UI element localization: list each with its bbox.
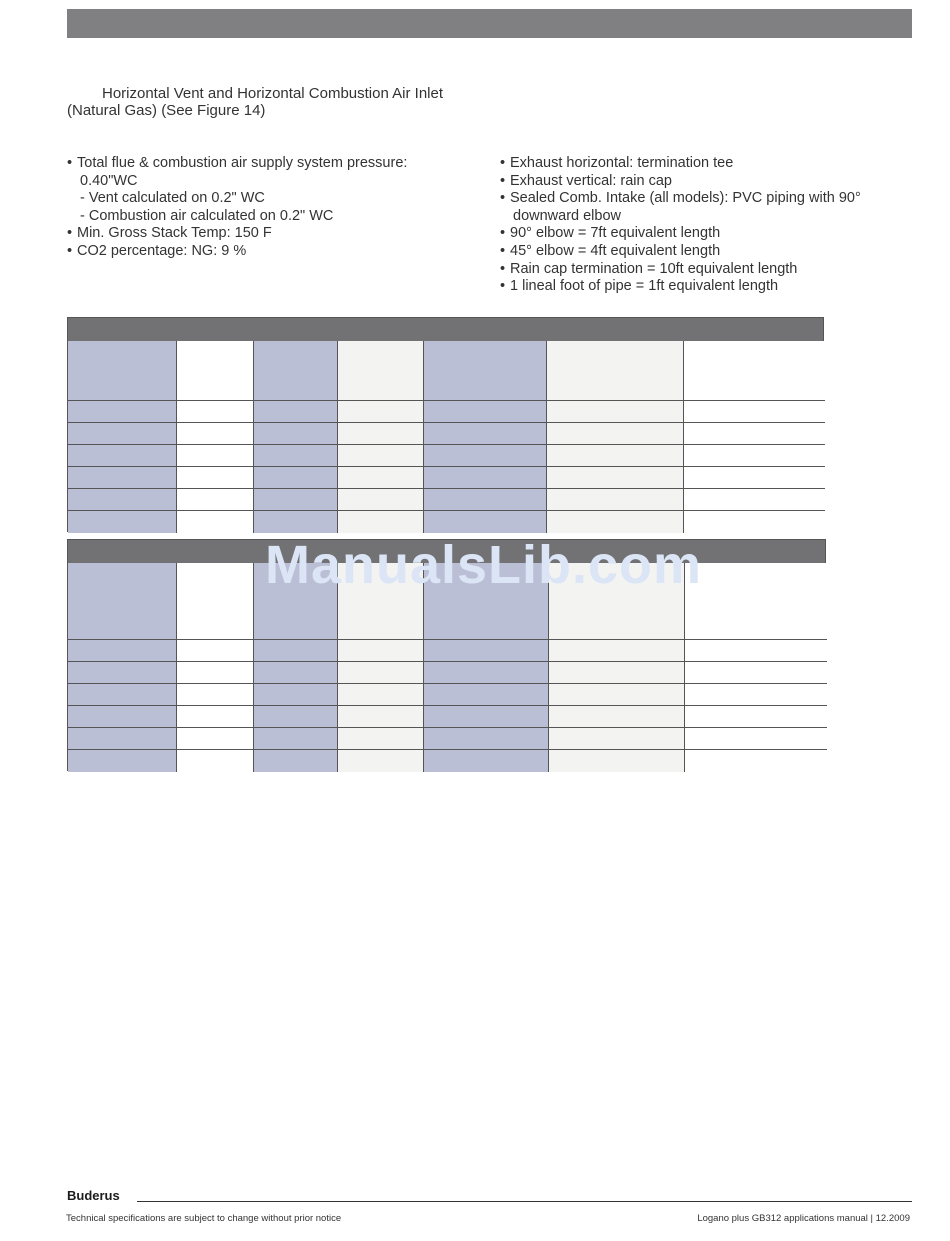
table-cell	[254, 750, 338, 772]
bullet-icon: •	[500, 260, 506, 277]
table-cell	[68, 511, 177, 533]
table-cell	[177, 728, 254, 750]
table-cell	[684, 467, 825, 489]
table-cell	[424, 728, 549, 750]
table-cell	[424, 684, 549, 706]
table-cell	[549, 662, 685, 684]
table-cell	[177, 640, 254, 662]
table-cell	[338, 511, 424, 533]
table-cell	[338, 640, 424, 662]
table-cell	[254, 706, 338, 728]
table-cell	[549, 706, 685, 728]
table-cell	[424, 640, 549, 662]
table-cell	[338, 423, 424, 445]
table-cell	[177, 467, 254, 489]
table-cell	[68, 750, 177, 772]
table-header-cell	[685, 563, 827, 640]
table-cell	[68, 445, 177, 467]
table-cell	[177, 706, 254, 728]
table-cell	[685, 684, 827, 706]
watermark-text: ManualsLib.com	[265, 535, 703, 595]
table-cell	[685, 750, 827, 772]
table-cell	[177, 489, 254, 511]
table-cell	[424, 423, 547, 445]
table-title-bar	[68, 540, 825, 563]
table-cell	[68, 401, 177, 423]
table-cell	[684, 401, 825, 423]
list-item: • Total flue & combustion air supply system pressure:	[67, 155, 408, 171]
table-cell	[338, 706, 424, 728]
bullet-icon: •	[67, 225, 73, 242]
list-item: • Exhaust horizontal: termination tee	[500, 155, 734, 171]
table-cell	[424, 467, 547, 489]
spec-list-right	[500, 155, 920, 296]
bullet-icon: •	[67, 155, 73, 171]
table-header-cell	[684, 341, 825, 401]
table-cell	[684, 423, 825, 445]
table-cell	[68, 706, 177, 728]
list-item: • Min. Gross Stack Temp: 150 F	[67, 225, 272, 242]
list-item: • Exhaust vertical: rain cap	[500, 172, 672, 189]
spec-list-left	[67, 155, 487, 261]
list-sub-item: - Combustion air calculated on 0.2" WC	[80, 207, 334, 224]
table-header-cell	[338, 563, 424, 640]
table-cell	[547, 445, 684, 467]
table-cell	[68, 423, 177, 445]
footer-doc-reference: Logano plus GB312 applications manual | 12.2009	[697, 1213, 910, 1224]
table-header-cell	[547, 341, 684, 401]
table-cell	[338, 728, 424, 750]
table-cell	[177, 662, 254, 684]
table-cell	[254, 489, 338, 511]
table-cell	[549, 750, 685, 772]
list-item-continuation: downward elbow	[513, 207, 622, 224]
table-cell	[549, 728, 685, 750]
table-cell	[547, 467, 684, 489]
table-cell	[338, 445, 424, 467]
table-cell	[549, 684, 685, 706]
table-cell	[177, 511, 254, 533]
bullet-icon: •	[500, 172, 506, 189]
table-header-cell	[68, 341, 177, 401]
table-header-cell	[177, 341, 254, 401]
bullet-icon: •	[500, 225, 506, 242]
table-header-cell	[254, 341, 338, 401]
table-cell	[254, 423, 338, 445]
table-header-cell	[424, 563, 549, 640]
list-item: • Sealed Comb. Intake (all models): PVC piping with 90°	[500, 190, 861, 207]
table-header-cell	[254, 563, 338, 640]
table-cell	[684, 445, 825, 467]
table-cell	[424, 662, 549, 684]
table-cell	[685, 662, 827, 684]
table-cell	[68, 467, 177, 489]
bullet-icon: •	[67, 242, 73, 259]
table-cell	[177, 750, 254, 772]
table-cell	[424, 445, 547, 467]
table-cell	[68, 684, 177, 706]
table-cell	[338, 467, 424, 489]
table-cell	[338, 401, 424, 423]
footer-disclaimer: Technical specifications are subject to change without prior notice	[66, 1213, 342, 1224]
table-cell	[424, 706, 549, 728]
table-cell	[424, 401, 547, 423]
table-cell	[424, 489, 547, 511]
table-cell	[177, 401, 254, 423]
table-cell	[338, 489, 424, 511]
table-cell	[68, 489, 177, 511]
table-cell	[254, 728, 338, 750]
table-cell	[254, 401, 338, 423]
table-cell	[547, 511, 684, 533]
table-cell	[338, 750, 424, 772]
table-cell	[684, 489, 825, 511]
table-cell	[685, 706, 827, 728]
table-cell	[254, 467, 338, 489]
table-cell	[177, 423, 254, 445]
bullet-icon: •	[500, 242, 506, 259]
table-cell	[684, 511, 825, 533]
bullet-icon: •	[500, 155, 506, 171]
table-cell	[547, 489, 684, 511]
table-header-cell	[338, 341, 424, 401]
bullet-icon: •	[500, 190, 506, 207]
table-cell	[685, 640, 827, 662]
list-item-continuation: 0.40"WC	[80, 172, 138, 189]
table-header-cell	[549, 563, 685, 640]
vent-table-1	[67, 317, 824, 532]
table-cell	[254, 684, 338, 706]
table-cell	[547, 401, 684, 423]
table-cell	[177, 445, 254, 467]
heading-line-1: Horizontal Vent and Horizontal Combustion Air Inlet	[102, 85, 444, 102]
table-cell	[254, 662, 338, 684]
table-header-cell	[177, 563, 254, 640]
table-cell	[254, 445, 338, 467]
bullet-icon: •	[500, 278, 506, 295]
list-item: • CO2 percentage: NG: 9 %	[67, 242, 247, 259]
list-sub-item: - Vent calculated on 0.2" WC	[80, 190, 265, 207]
section-heading	[67, 85, 527, 119]
heading-line-2: (Natural Gas) (See Figure 14)	[67, 102, 266, 119]
footer-divider	[137, 1201, 912, 1202]
table-cell	[424, 511, 547, 533]
table-cell	[685, 728, 827, 750]
table-cell	[338, 684, 424, 706]
table-title-bar	[68, 318, 823, 341]
list-item: • 90° elbow = 7ft equivalent length	[500, 225, 721, 242]
list-item: • Rain cap termination = 10ft equivalent length	[500, 260, 798, 277]
table-cell	[68, 728, 177, 750]
table-cell	[338, 662, 424, 684]
table-cell	[177, 684, 254, 706]
table-cell	[549, 640, 685, 662]
list-item: • 45° elbow = 4ft equivalent length	[500, 242, 721, 259]
table-cell	[68, 640, 177, 662]
table-cell	[254, 640, 338, 662]
table-cell	[68, 662, 177, 684]
top-banner-bar	[67, 9, 912, 38]
brand-logo: Buderus	[67, 1188, 120, 1203]
table-cell	[254, 511, 338, 533]
table-header-cell	[424, 341, 547, 401]
vent-table-2	[67, 539, 826, 771]
table-header-cell	[68, 563, 177, 640]
table-cell	[547, 423, 684, 445]
list-item: • 1 lineal foot of pipe = 1ft equivalent length	[500, 278, 779, 295]
table-cell	[424, 750, 549, 772]
